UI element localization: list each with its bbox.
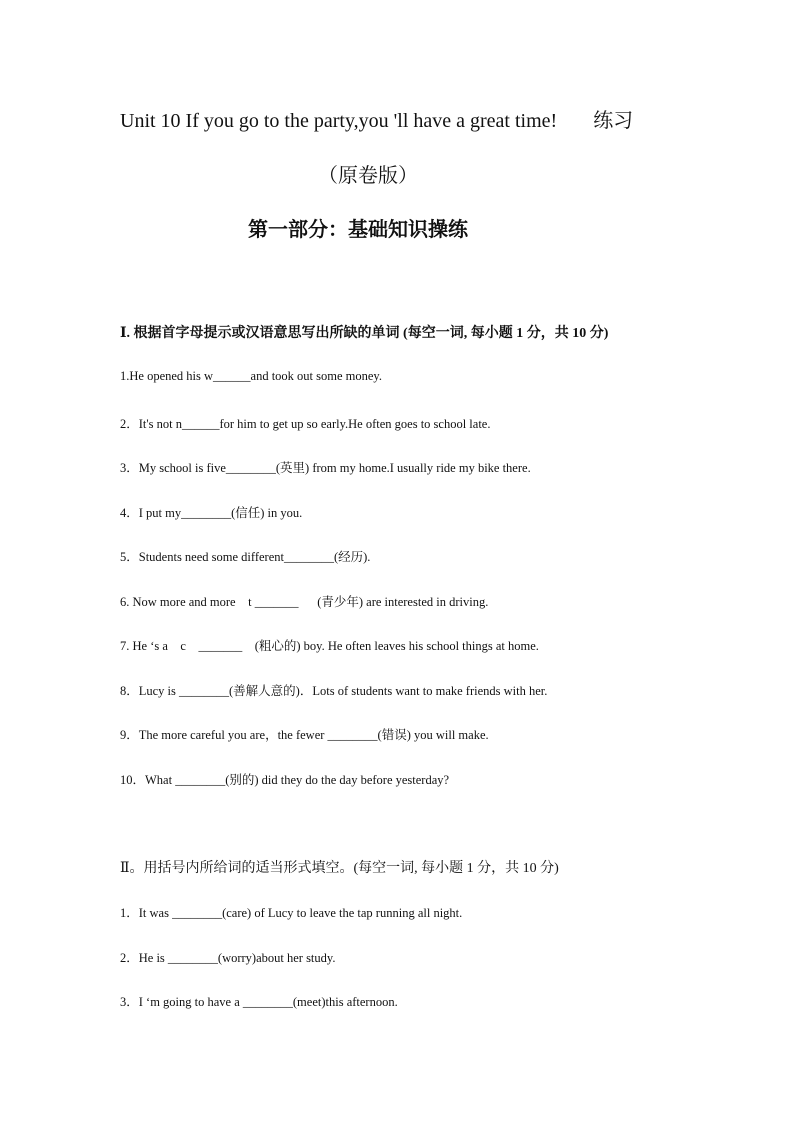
question-1-8: 8．Lucy is ________(善解人意的)．Lots of students want to make friends with her. xyxy=(120,684,548,698)
question-1-6: 6. Now more and more t _______ (青少年) are interested in driving. xyxy=(120,595,489,609)
question-1-1: 1.He opened his w______and took out some money. xyxy=(120,369,382,383)
section-1-heading: Ⅰ. 根据首字母提示或汉语意思写出所缺的单词 (每空一词, 每小题 1 分，共 10 分) xyxy=(120,326,609,341)
question-1-3: 3．My school is five________(英里) from my home.I usually ride my bike there. xyxy=(120,461,531,475)
title-suffix: 练习 xyxy=(593,110,634,132)
question-2-3: 3．I ‘m going to have a ________(meet)this afternoon. xyxy=(120,995,398,1009)
page-subtitle: （原卷版） xyxy=(318,165,418,187)
question-1-2: 2．It's not n______for him to get up so early.He often goes to school late. xyxy=(120,417,491,431)
question-2-2: 2．He is ________(worry)about her study. xyxy=(120,951,336,965)
question-1-10: 10．What ________(别的) did they do the day before yesterday? xyxy=(120,773,450,787)
part-heading: 第一部分：基础知识操练 xyxy=(248,219,468,241)
section-2-heading: Ⅱ。用括号内所给词的适当形式填空。(每空一词, 每小题 1 分，共 10 分) xyxy=(120,861,559,876)
title-text: Unit 10 If you go to the party,you 'll have a great time! xyxy=(120,110,558,132)
question-1-7: 7. He ‘s a c _______ (粗心的) boy. He often leaves his school things at home. xyxy=(120,639,539,653)
page-title xyxy=(120,104,633,133)
question-1-4: 4．I put my________(信任) in you. xyxy=(120,506,303,520)
question-1-9: 9．The more careful you are，the fewer ________(错误) you will make. xyxy=(120,728,489,742)
question-1-5: 5．Students need some different________(经历). xyxy=(120,550,371,564)
question-2-1: 1．It was ________(care) of Lucy to leave the tap running all night. xyxy=(120,906,463,920)
